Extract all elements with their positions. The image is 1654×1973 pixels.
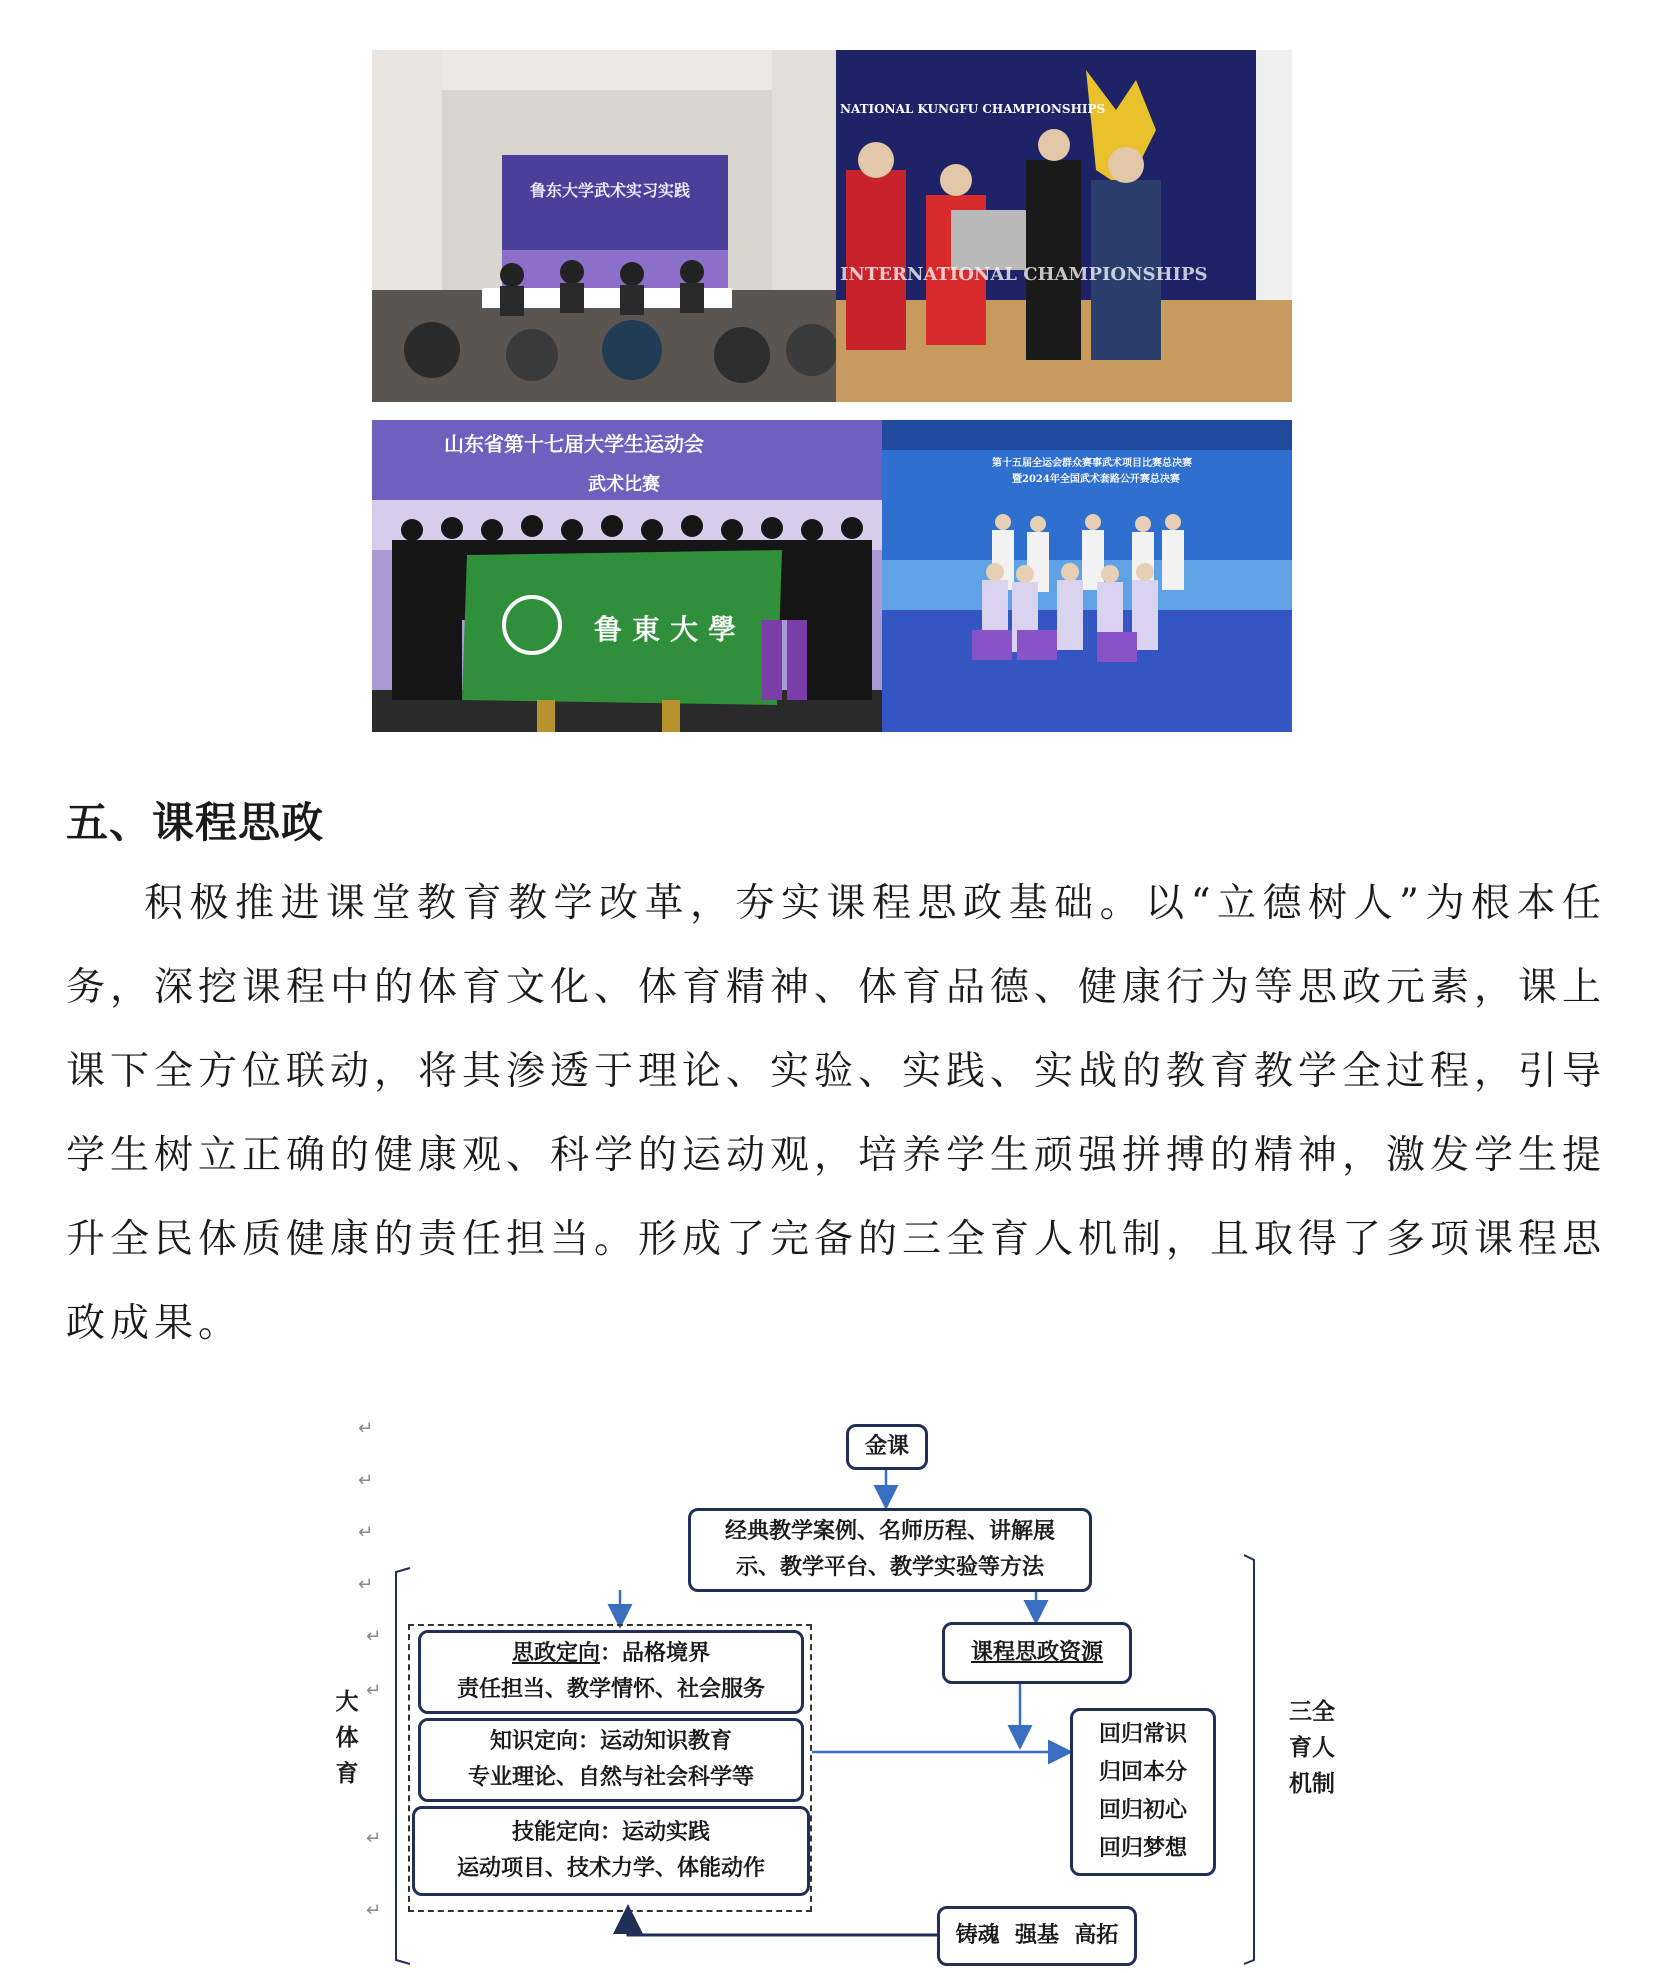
- ideology-orientation-detail: 责任担当、教学情怀、社会服务: [456, 1677, 765, 1702]
- paragraph-mark: ↵: [358, 1522, 374, 1543]
- screen-title: 鲁东大学武术实习实践: [530, 181, 691, 200]
- paragraph-mark: ↵: [366, 1626, 382, 1647]
- photo-award-ceremony: [882, 420, 1292, 732]
- ideology-orientation-title: 思政定向：品格境界: [511, 1641, 711, 1666]
- return-item: 归回本分: [1098, 1760, 1187, 1785]
- golden-course-box: [846, 1424, 928, 1470]
- event-banner-line1: 第十五届全运会群众赛事武术项目比赛总决赛: [992, 458, 1192, 469]
- skill-orientation-detail: 运动项目、技术力学、体能动作: [456, 1856, 765, 1881]
- paragraph-mark: ↵: [358, 1470, 374, 1491]
- paragraph-mark: ↵: [366, 1828, 382, 1849]
- photo-team-flag: [372, 420, 882, 732]
- teaching-methods-box: [688, 1508, 1092, 1592]
- return-item: 回归常识: [1098, 1722, 1187, 1747]
- teaching-methods-line1: 经典教学案例、名师历程、讲解展: [724, 1519, 1055, 1544]
- championship-banner-top: NATIONAL KUNGFU CHAMPIONSHIPS: [840, 102, 1106, 116]
- big-sports-label: 大 体 育: [335, 1689, 359, 1787]
- ideology-course-diagram: [320, 1400, 1380, 1973]
- skill-orientation-title: 技能定向：运动实践: [511, 1820, 710, 1845]
- event-banner-line2: 暨2024年全国武术套路公开赛总决赛: [1012, 474, 1180, 485]
- teaching-methods-line2: 示、教学平台、教学实验等方法: [735, 1555, 1044, 1580]
- section-paragraph: 积极推进课堂教育教学改革，夯实课程思政基础。以“立德树人”为根本任务，深挖课程中的体育文化、体育精神、体育品德、健康行为等思政元素，课上课下全方位联动，将其渗透于理论、实验、实践、实战的教育教学全过程，引导学生树立正确的健康观、科学的运动观，培养学生顽强拼搏的精神，激发学生提升全民体质健康的责任担当。形成了完备的三全育人机制，且取得了多项课程思政成果。: [66, 881, 1607, 1346]
- three-round-education-label: 三全 育人 机制: [1289, 1699, 1335, 1797]
- paragraph-mark: ↵: [366, 1680, 382, 1701]
- knowledge-orientation-box: [418, 1718, 804, 1802]
- photo-practice-meeting: [372, 50, 836, 402]
- skill-orientation-box: [412, 1806, 810, 1896]
- championship-banner-bottom: INTERNATIONAL CHAMPIONSHIPS: [840, 264, 1208, 285]
- games-banner-sub: 武术比赛: [588, 474, 660, 495]
- ideology-orientation-box: [418, 1630, 804, 1714]
- return-item: 回归初心: [1098, 1798, 1187, 1823]
- section-heading: 五、课程思政: [66, 798, 325, 847]
- result-box: [937, 1906, 1137, 1966]
- course-resource-box: [942, 1622, 1132, 1684]
- photo-plaque-ceremony: [836, 50, 1292, 402]
- paragraph-mark: ↵: [366, 1900, 382, 1921]
- paragraph-mark: ↵: [358, 1574, 374, 1595]
- knowledge-orientation-title: 知识定向：运动知识教育: [489, 1729, 732, 1754]
- golden-course-label: 金课: [864, 1434, 909, 1459]
- university-flag-text: 鲁東大學: [594, 613, 747, 646]
- course-resource-label: 课程思政资源: [970, 1640, 1103, 1665]
- returns-box: [1070, 1708, 1216, 1876]
- return-item: 回归梦想: [1098, 1836, 1187, 1861]
- knowledge-orientation-detail: 专业理论、自然与社会科学等: [467, 1765, 754, 1790]
- games-banner-title: 山东省第十七届大学生运动会: [444, 432, 704, 456]
- result-label: 铸魂 强基 高拓: [955, 1923, 1119, 1948]
- paragraph-mark: ↵: [358, 1418, 374, 1439]
